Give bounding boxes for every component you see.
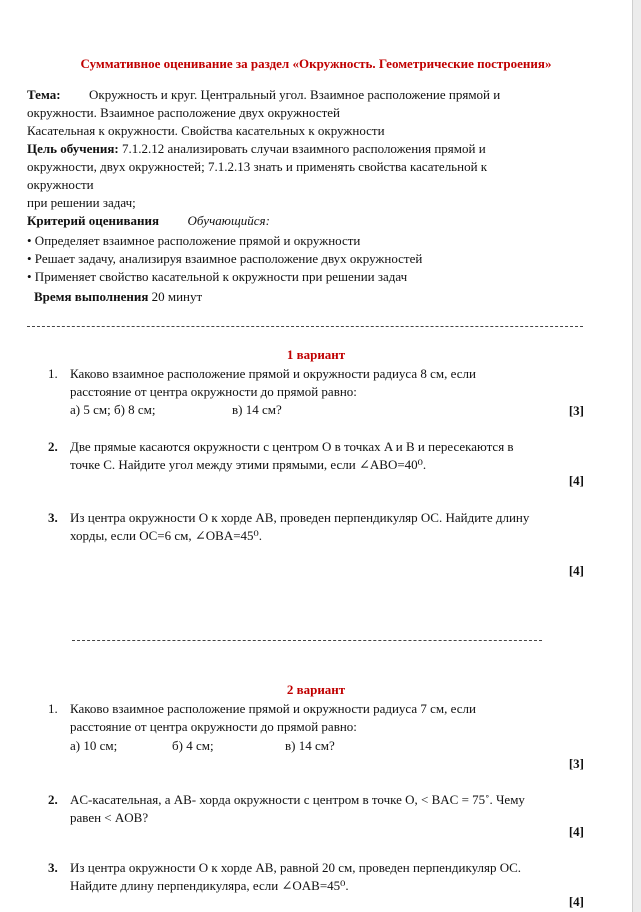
tema-text-1: Окружность и круг. Центральный угол. Взаимное расположение прямой и [89,87,501,102]
goal-line-3: окружности [27,177,94,192]
goal-label: Цель обучения: [27,141,119,156]
v2-q1-option-a: а) 10 см; [70,738,118,753]
goal-line-4: при решении задач; [27,195,136,210]
criteria-sub: Обучающийся: [187,213,270,228]
v2-q3-line-2: Найдите длину перпендикуляра, если ∠OAB=45⁰. [70,878,349,893]
criteria-heading [27,213,270,229]
tema-line-2: окружности. Взаимное расположение двух окружностей [27,105,341,120]
goal-line-1 [27,141,486,157]
time-line [34,289,202,305]
time-label: Время выполнения [34,289,149,304]
v2-q3-number: 3. [48,860,58,875]
criteria-item-2: • Решает задачу, анализируя взаимное расположение двух окружностей [27,251,423,266]
v1-q3-score: [4] [568,563,584,578]
v1-q1-options-ab: а) 5 см; б) 8 см; [70,402,156,417]
v1-q2-line-2: точке C. Найдите угол между этими прямыми, если ∠ABO=40⁰. [70,457,427,472]
v2-q1-option-c: в) 14 см? [285,738,335,753]
v1-q1-number: 1. [48,366,58,381]
v2-q1-line-2: расстояние от центра окружности до прямой равно: [70,719,357,734]
v1-q3-line-2: хорды, если OC=6 см, ∠OBA=45⁰. [70,528,263,543]
document-title: Суммативное оценивание за раздел «Окружность. Геометрические построения» [80,56,552,71]
tema-label: Тема: [27,87,61,102]
variant-2-title: 2 вариант [286,682,346,697]
v2-q3-line-1: Из центра окружности O к хорде AB, равной 20 см, проведен перпендикуляр OC. [70,860,522,875]
v1-q2-line-1: Две прямые касаются окружности с центром O в точках A и B и пересекаются в [70,439,514,454]
time-value: 20 минут [151,289,203,304]
v1-q1-line-2: расстояние от центра окружности до прямой равно: [70,384,357,399]
criteria-label: Критерий оценивания [27,213,160,228]
goal-line-2: окружности, двух окружностей; 7.1.2.13 знать и применять свойства касательной к [27,159,488,174]
v1-q1-line-1: Каково взаимное расположение прямой и окружности радиуса 8 см, если [70,366,476,381]
v2-q3-score: [4] [568,894,584,909]
v2-q2-score: [4] [568,824,584,839]
v1-q3-number: 3. [48,510,58,525]
v2-q1-line-1: Каково взаимное расположение прямой и окружности радиуса 7 см, если [70,701,476,716]
v1-q3-line-1: Из центра окружности O к хорде AB, проведен перпендикуляр OC. Найдите длину [70,510,530,525]
v1-q1-option-c: в) 14 см? [232,402,282,417]
variant-1-title: 1 вариант [286,347,346,362]
tema-line-1 [27,87,500,103]
v2-q1-option-b: б) 4 см; [172,738,214,753]
criteria-item-1: • Определяет взаимное расположение прямой и окружности [27,233,361,248]
tema-line-3: Касательная к окружности. Свойства касательных к окружности [27,123,385,138]
v2-q2-line-2: равен < AOB? [70,810,149,825]
criteria-item-3: • Применяет свойство касательной к окружности при решении задач [27,269,408,284]
v2-q1-score: [3] [568,756,584,771]
divider-middle [72,640,542,641]
divider-top [27,326,583,327]
goal-text-1: 7.1.2.12 анализировать случаи взаимного расположения прямой и [122,141,486,156]
v1-q1-score: [3] [568,403,584,418]
v2-q2-line-1: AC-касательная, а AB- хорда окружности с центром в точке O, < BAC = 75˚. Чему [70,792,525,807]
v2-q1-number: 1. [48,701,58,716]
v2-q2-number: 2. [48,792,58,807]
v1-q2-score: [4] [568,473,584,488]
v1-q2-number: 2. [48,439,58,454]
